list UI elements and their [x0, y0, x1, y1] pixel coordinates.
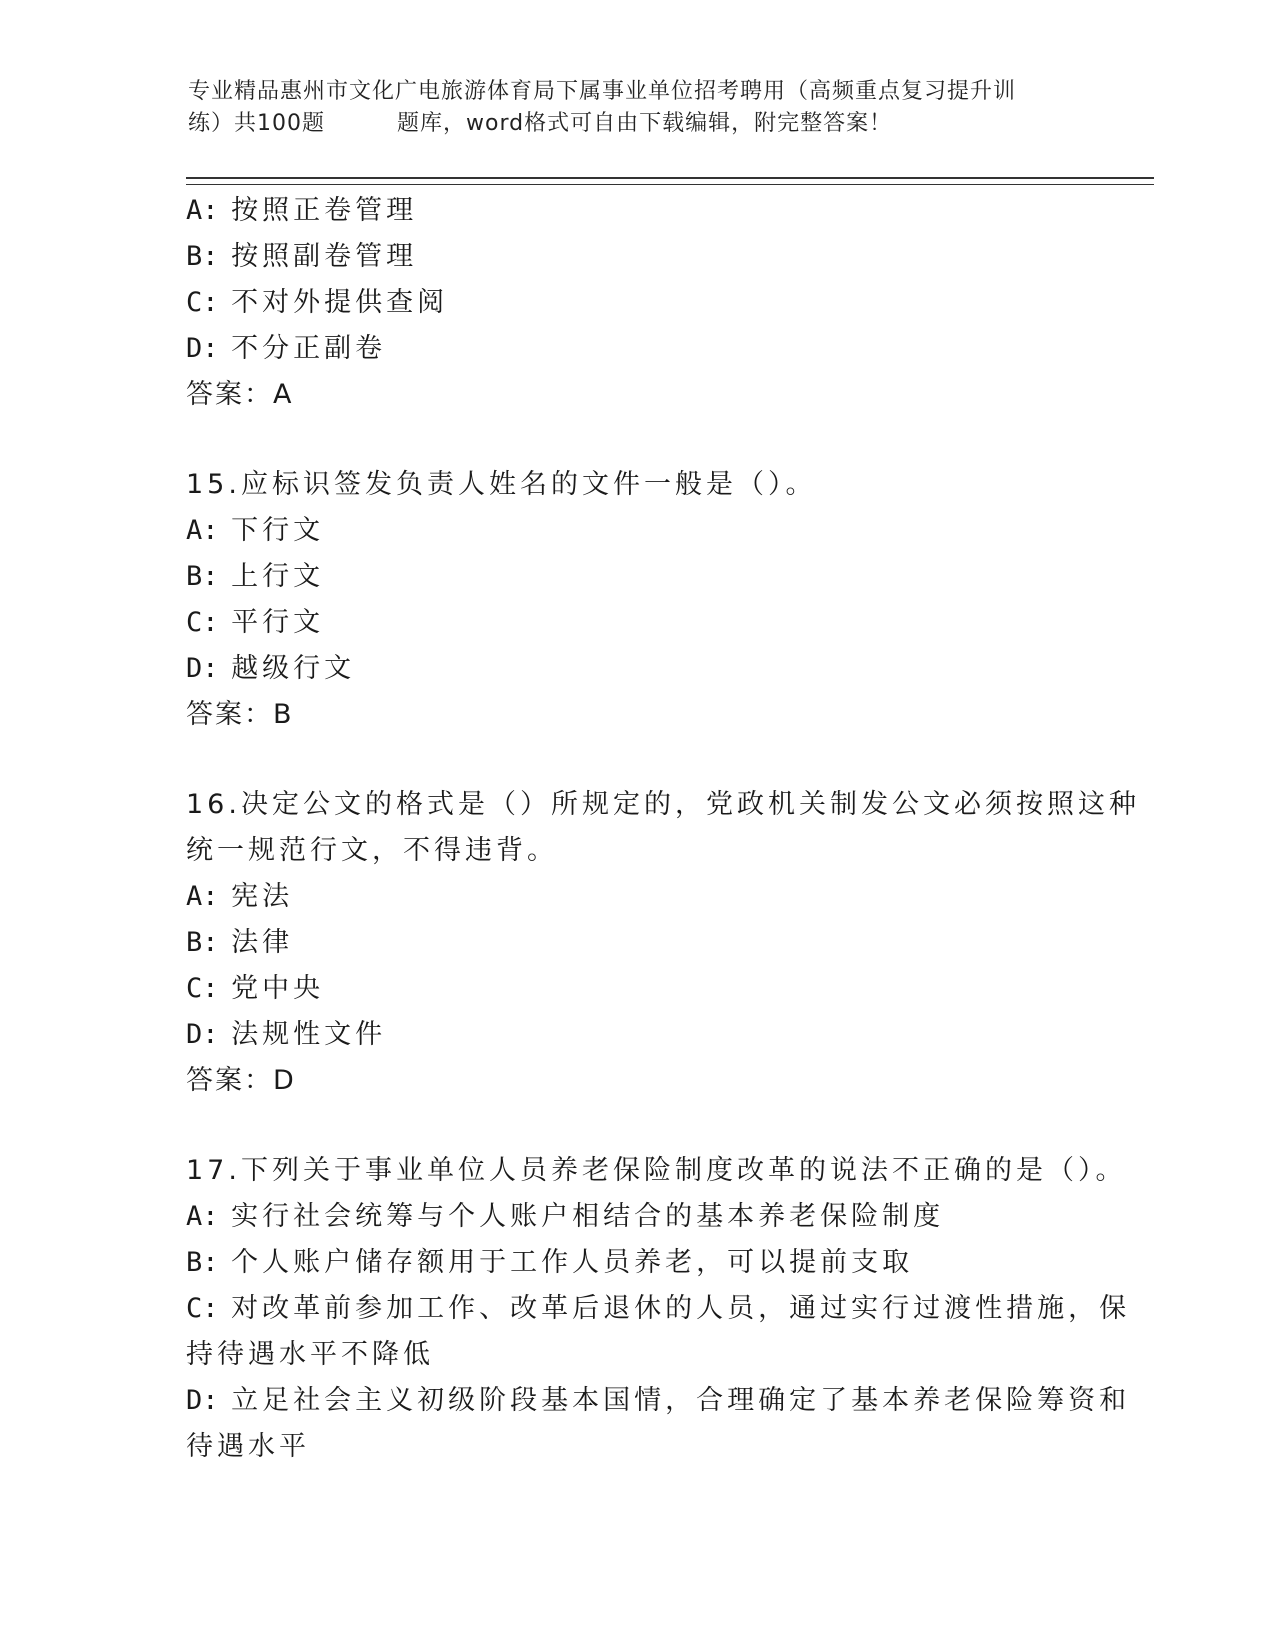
option-c: C: 党中央	[186, 973, 325, 1004]
option-d: D: 立足社会主义初级阶段基本国情，合理确定了基本养老保险筹资和	[186, 1385, 1131, 1416]
option-d: D: 越级行文	[186, 653, 356, 684]
question-stem: 16.决定公文的格式是（）所规定的，党政机关制发公文必须按照这种	[186, 789, 1140, 820]
option-c: C: 对改革前参加工作、改革后退休的人员，通过实行过渡性措施，保	[186, 1293, 1131, 1324]
question-16	[186, 782, 1140, 1104]
header-title-part-a: 练）共100题	[188, 111, 325, 136]
question-stem: 15.应标识签发负责人姓名的文件一般是（）。	[186, 469, 817, 500]
question-content	[186, 188, 1140, 1470]
option-b: B: 上行文	[186, 561, 325, 592]
option-c: C: 平行文	[186, 607, 325, 638]
option-a: A: 宪法	[186, 881, 294, 912]
option-c-cont: 持待遇水平不降低	[186, 1339, 434, 1370]
header-title-line-2	[188, 108, 1088, 140]
option-b: B: 法律	[186, 927, 294, 958]
option-a: A: 下行文	[186, 515, 325, 546]
option-d: D: 不分正副卷	[186, 333, 387, 364]
option-a: A: 实行社会统筹与个人账户相结合的基本养老保险制度	[186, 1201, 945, 1232]
option-a: A: 按照正卷管理	[186, 195, 418, 226]
question-stem-cont: 统一规范行文，不得违背。	[186, 835, 558, 866]
option-d: D: 法规性文件	[186, 1019, 387, 1050]
header-title-line-1: 专业精品惠州市文化广电旅游体育局下属事业单位招考聘用（高频重点复习提升训	[188, 79, 1017, 104]
question-17	[186, 1148, 1131, 1470]
header-divider	[186, 177, 1154, 185]
answer-line: 答案：D	[186, 1065, 296, 1096]
option-b: B: 按照副卷管理	[186, 241, 418, 272]
option-d-cont: 待遇水平	[186, 1431, 310, 1462]
question-14-options	[186, 188, 1106, 418]
question-15	[186, 462, 1106, 738]
header-title-part-b: 题库，word格式可自由下载编辑，附完整答案！	[397, 111, 893, 136]
answer-line: 答案：B	[186, 699, 294, 730]
page-header	[188, 76, 1088, 140]
question-stem: 17.下列关于事业单位人员养老保险制度改革的说法不正确的是（）。	[186, 1155, 1127, 1186]
answer-line: 答案：A	[186, 379, 294, 410]
option-b: B: 个人账户储存额用于工作人员养老，可以提前支取	[186, 1247, 914, 1278]
option-c: C: 不对外提供查阅	[186, 287, 449, 318]
